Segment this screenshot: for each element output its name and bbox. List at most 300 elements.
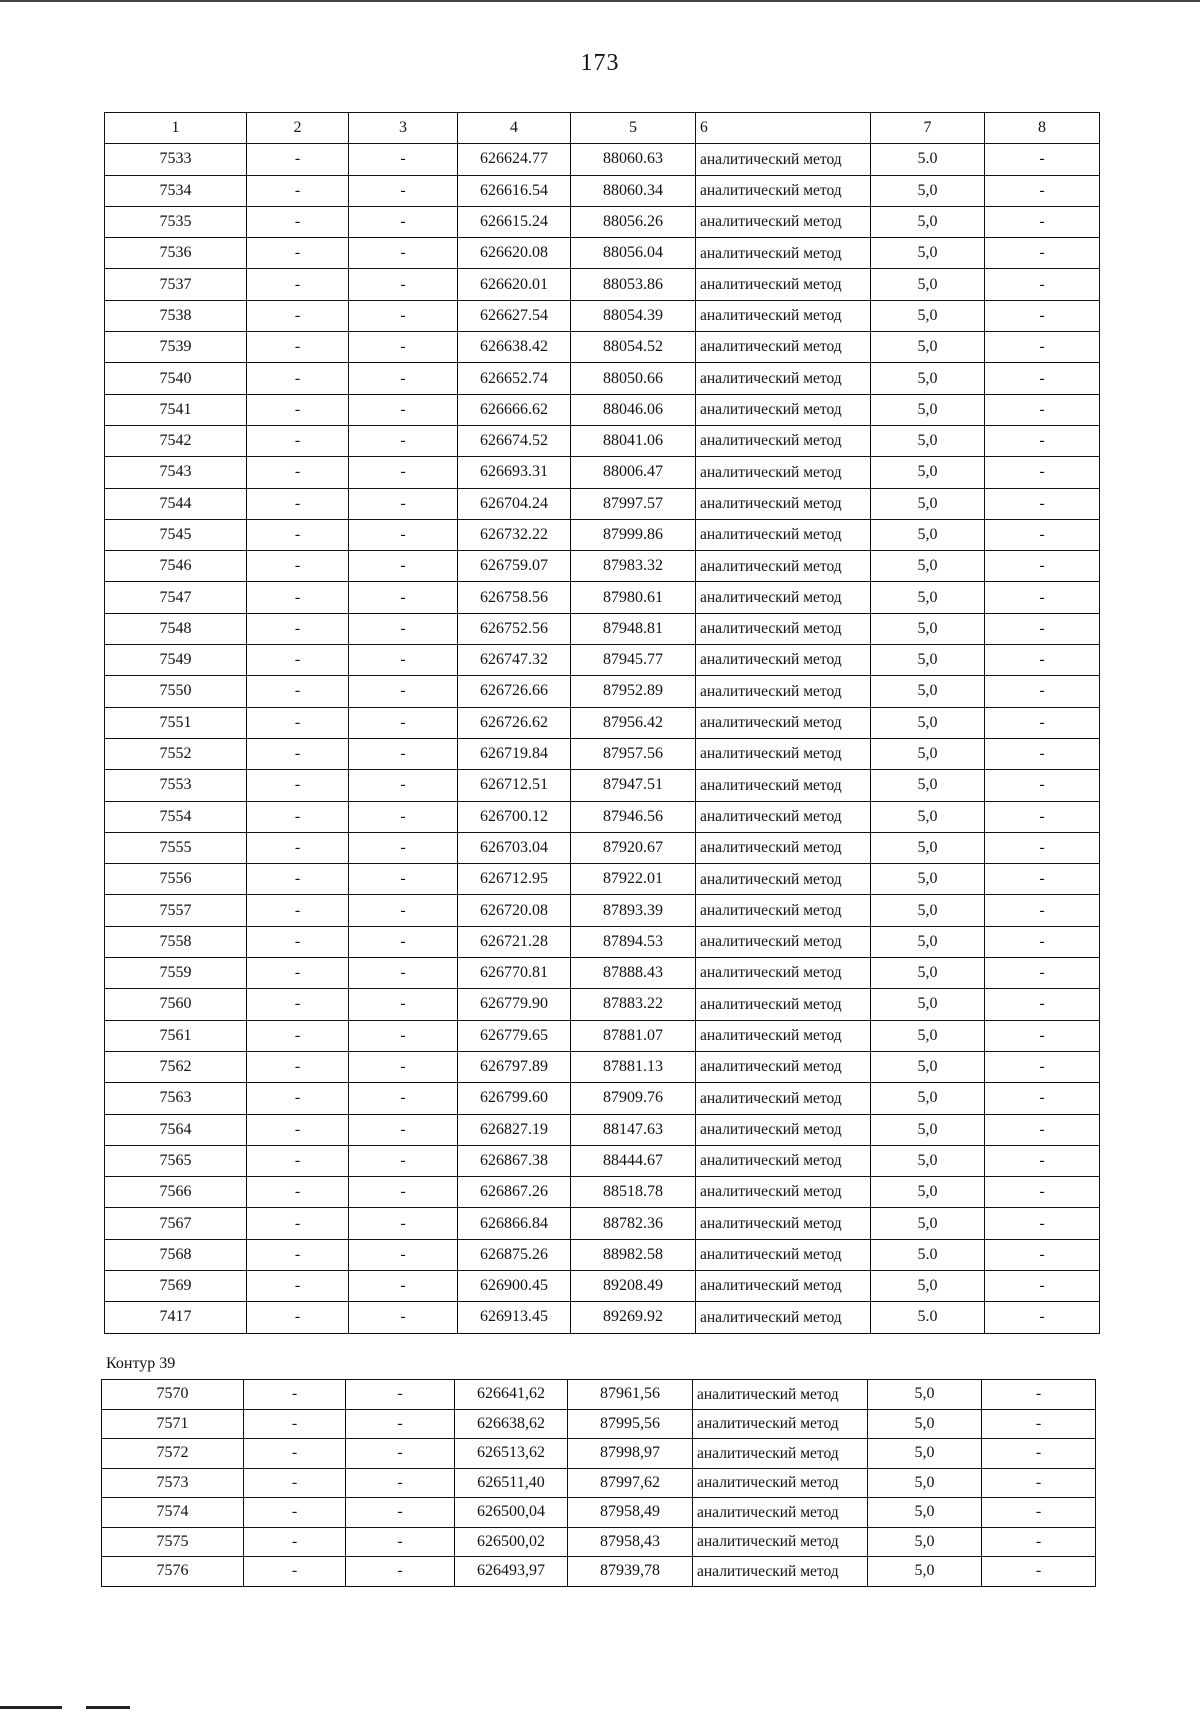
cell-col-7: 5,0 (871, 1083, 985, 1114)
cell-col-6: аналитический метод (696, 676, 871, 707)
cell-col-5: 88982.58 (571, 1239, 696, 1270)
cell-col-7: 5.0 (871, 1302, 985, 1333)
cell-col-8: - (985, 488, 1100, 519)
cell-col-2: - (244, 1409, 346, 1439)
cell-col-3: - (346, 1527, 455, 1557)
cell-col-8: - (985, 551, 1100, 582)
cell-col-7: 5,0 (871, 770, 985, 801)
table-row (105, 613, 1100, 644)
cell-col-2: - (247, 1239, 349, 1270)
cell-col-2: - (247, 1114, 349, 1145)
cell-col-7: 5,0 (871, 332, 985, 363)
cell-col-5: 87958,43 (568, 1527, 693, 1557)
cell-col-6: аналитический метод (696, 926, 871, 957)
cell-col-3: - (349, 770, 458, 801)
cell-col-7: 5,0 (871, 1051, 985, 1082)
cell-col-2: - (247, 488, 349, 519)
cell-col-3: - (349, 238, 458, 269)
cell-col-5: 87997.57 (571, 488, 696, 519)
cell-col-5: 89208.49 (571, 1270, 696, 1301)
table-row (105, 801, 1100, 832)
cell-col-1: 7557 (105, 895, 247, 926)
cell-col-4: 626511,40 (455, 1468, 568, 1498)
cell-col-8: - (985, 1239, 1100, 1270)
cell-col-1: 7541 (105, 394, 247, 425)
cell-col-1: 7538 (105, 300, 247, 331)
cell-col-4: 626638,62 (455, 1409, 568, 1439)
cell-col-2: - (244, 1557, 346, 1587)
cell-col-1: 7565 (105, 1145, 247, 1176)
cell-col-2: - (247, 1270, 349, 1301)
table-row (105, 300, 1100, 331)
cell-col-7: 5,0 (868, 1380, 982, 1410)
cell-col-1: 1 (105, 113, 247, 144)
cell-col-4: 626797.89 (458, 1051, 571, 1082)
cell-col-2: - (247, 144, 349, 175)
cell-col-5: 87980.61 (571, 582, 696, 613)
cell-col-7: 5.0 (871, 1239, 985, 1270)
cell-col-4: 626627.54 (458, 300, 571, 331)
cell-col-1: 7548 (105, 613, 247, 644)
cell-col-1: 7559 (105, 958, 247, 989)
cell-col-2: - (247, 457, 349, 488)
cell-col-5: 87983.32 (571, 551, 696, 582)
cell-col-3: - (349, 175, 458, 206)
cell-col-6: аналитический метод (693, 1380, 868, 1410)
cell-col-5: 87947.51 (571, 770, 696, 801)
cell-col-4: 626616.54 (458, 175, 571, 206)
cell-col-5: 87883.22 (571, 989, 696, 1020)
cell-col-3: - (349, 1239, 458, 1270)
cell-col-1: 7543 (105, 457, 247, 488)
cell-col-5: 88053.86 (571, 269, 696, 300)
cell-col-1: 7534 (105, 175, 247, 206)
cell-col-4: 626620.01 (458, 269, 571, 300)
cell-col-8: - (985, 801, 1100, 832)
cell-col-7: 5,0 (871, 363, 985, 394)
cell-col-8: - (982, 1468, 1096, 1498)
cell-col-7: 5,0 (871, 269, 985, 300)
scan-edge-line (0, 0, 1200, 2)
cell-col-6: аналитический метод (696, 1020, 871, 1051)
cell-col-1: 7570 (102, 1380, 244, 1410)
cell-col-6: 6 (696, 113, 871, 144)
cell-col-7: 5,0 (871, 519, 985, 550)
cell-col-7: 5,0 (871, 206, 985, 237)
cell-col-6: аналитический метод (696, 394, 871, 425)
cell-col-6: аналитический метод (696, 551, 871, 582)
cell-col-6: аналитический метод (696, 238, 871, 269)
cell-col-3: - (349, 864, 458, 895)
cell-col-8: - (985, 613, 1100, 644)
cell-col-4: 626666.62 (458, 394, 571, 425)
cell-col-3: - (349, 738, 458, 769)
cell-col-8: - (982, 1409, 1096, 1439)
cell-col-2: - (244, 1439, 346, 1469)
table-row (102, 1527, 1096, 1557)
cell-col-4: 626759.07 (458, 551, 571, 582)
cell-col-2: - (244, 1527, 346, 1557)
cell-col-4: 626700.12 (458, 801, 571, 832)
contour-39-table (101, 1379, 1096, 1587)
cell-col-2: - (247, 738, 349, 769)
cell-col-1: 7535 (105, 206, 247, 237)
cell-col-4: 626674.52 (458, 425, 571, 456)
cell-col-2: - (247, 1145, 349, 1176)
cell-col-4: 626703.04 (458, 832, 571, 863)
cell-col-5: 88054.39 (571, 300, 696, 331)
cell-col-8: - (985, 425, 1100, 456)
table-row (105, 1020, 1100, 1051)
table-row (105, 864, 1100, 895)
cell-col-1: 7554 (105, 801, 247, 832)
cell-col-6: аналитический метод (696, 175, 871, 206)
cell-col-8: - (985, 832, 1100, 863)
cell-col-4: 626726.62 (458, 707, 571, 738)
cell-col-6: аналитический метод (693, 1498, 868, 1528)
cell-col-8: - (982, 1439, 1096, 1469)
cell-col-4: 626758.56 (458, 582, 571, 613)
cell-col-2: - (244, 1498, 346, 1528)
cell-col-4: 626867.26 (458, 1177, 571, 1208)
cell-col-7: 5,0 (871, 832, 985, 863)
cell-col-4: 626704.24 (458, 488, 571, 519)
cell-col-8: - (982, 1380, 1096, 1410)
cell-col-3: - (349, 551, 458, 582)
cell-col-3: - (349, 1177, 458, 1208)
cell-col-8: - (985, 738, 1100, 769)
cell-col-6: аналитический метод (693, 1527, 868, 1557)
cell-col-7: 5,0 (871, 1270, 985, 1301)
cell-col-2: - (247, 895, 349, 926)
cell-col-8: - (985, 1208, 1100, 1239)
table-row (105, 738, 1100, 769)
cell-col-6: аналитический метод (696, 613, 871, 644)
cell-col-2: - (247, 801, 349, 832)
cell-col-8: - (982, 1557, 1096, 1587)
cell-col-2: - (247, 864, 349, 895)
cell-col-3: - (349, 363, 458, 394)
cell-col-8: - (985, 1302, 1100, 1333)
cell-col-1: 7550 (105, 676, 247, 707)
cell-col-3: - (346, 1468, 455, 1498)
cell-col-4: 626693.31 (458, 457, 571, 488)
cell-col-7: 5,0 (868, 1439, 982, 1469)
table-row (105, 1051, 1100, 1082)
cell-col-7: 5,0 (871, 551, 985, 582)
cell-col-6: аналитический метод (693, 1409, 868, 1439)
cell-col-7: 5,0 (871, 613, 985, 644)
cell-col-4: 626866.84 (458, 1208, 571, 1239)
cell-col-1: 7544 (105, 488, 247, 519)
table-row (105, 238, 1100, 269)
cell-col-4: 626712.95 (458, 864, 571, 895)
cell-col-7: 5,0 (871, 1114, 985, 1145)
cell-col-2: - (247, 519, 349, 550)
cell-col-8: - (985, 1020, 1100, 1051)
cell-col-8: - (985, 958, 1100, 989)
cell-col-6: аналитический метод (693, 1468, 868, 1498)
table-row (105, 707, 1100, 738)
cell-col-8: - (985, 1114, 1100, 1145)
cell-col-6: аналитический метод (693, 1439, 868, 1469)
table-row (105, 770, 1100, 801)
cell-col-3: - (349, 488, 458, 519)
cell-col-8: - (985, 645, 1100, 676)
cell-col-3: - (349, 269, 458, 300)
cell-col-4: 626875.26 (458, 1239, 571, 1270)
cell-col-4: 626721.28 (458, 926, 571, 957)
cell-col-6: аналитический метод (696, 645, 871, 676)
cell-col-2: - (247, 1020, 349, 1051)
cell-col-3: - (349, 206, 458, 237)
cell-col-8: - (985, 394, 1100, 425)
cell-col-6: аналитический метод (696, 958, 871, 989)
cell-col-6: аналитический метод (696, 1051, 871, 1082)
table-row (105, 363, 1100, 394)
cell-col-2: - (244, 1380, 346, 1410)
cell-col-8: - (985, 1145, 1100, 1176)
cell-col-5: 87946.56 (571, 801, 696, 832)
cell-col-2: - (247, 926, 349, 957)
cell-col-3: - (349, 1083, 458, 1114)
cell-col-3: - (349, 300, 458, 331)
cell-col-2: - (247, 206, 349, 237)
cell-col-4: 626867.38 (458, 1145, 571, 1176)
cell-col-8: - (985, 926, 1100, 957)
cell-col-6: аналитический метод (696, 1270, 871, 1301)
cell-col-8: - (985, 175, 1100, 206)
cell-col-7: 5,0 (871, 425, 985, 456)
cell-col-7: 5,0 (871, 989, 985, 1020)
cell-col-1: 7537 (105, 269, 247, 300)
cell-col-7: 5,0 (871, 645, 985, 676)
cell-col-2: - (247, 300, 349, 331)
cell-col-5: 87922.01 (571, 864, 696, 895)
cell-col-4: 626719.84 (458, 738, 571, 769)
cell-col-2: - (247, 676, 349, 707)
cell-col-1: 7562 (105, 1051, 247, 1082)
cell-col-1: 7569 (105, 1270, 247, 1301)
cell-col-6: аналитический метод (696, 1177, 871, 1208)
cell-col-3: - (346, 1380, 455, 1410)
table-row (105, 926, 1100, 957)
table-row (105, 832, 1100, 863)
cell-col-7: 5,0 (871, 1208, 985, 1239)
scan-mark (0, 1706, 62, 1709)
cell-col-7: 5,0 (871, 300, 985, 331)
cell-col-1: 7547 (105, 582, 247, 613)
cell-col-4: 626720.08 (458, 895, 571, 926)
cell-col-6: аналитический метод (696, 582, 871, 613)
table-row (105, 1239, 1100, 1270)
cell-col-7: 5,0 (871, 1145, 985, 1176)
cell-col-2: - (247, 363, 349, 394)
cell-col-4: 626752.56 (458, 613, 571, 644)
cell-col-4: 626827.19 (458, 1114, 571, 1145)
cell-col-2: - (247, 394, 349, 425)
cell-col-3: - (346, 1409, 455, 1439)
cell-col-2: - (247, 707, 349, 738)
cell-col-6: аналитический метод (696, 300, 871, 331)
cell-col-3: - (346, 1439, 455, 1469)
cell-col-2: - (247, 770, 349, 801)
cell-col-8: - (985, 300, 1100, 331)
cell-col-2: 2 (247, 113, 349, 144)
cell-col-6: аналитический метод (696, 1083, 871, 1114)
cell-col-5: 88041.06 (571, 425, 696, 456)
cell-col-6: аналитический метод (696, 488, 871, 519)
cell-col-8: - (985, 332, 1100, 363)
cell-col-3: - (349, 895, 458, 926)
cell-col-5: 87957.56 (571, 738, 696, 769)
cell-col-6: аналитический метод (696, 864, 871, 895)
cell-col-1: 7573 (102, 1468, 244, 1498)
cell-col-7: 7 (871, 113, 985, 144)
cell-col-3: - (349, 1270, 458, 1301)
cell-col-5: 87881.13 (571, 1051, 696, 1082)
cell-col-3: - (349, 519, 458, 550)
cell-col-6: аналитический метод (696, 332, 871, 363)
table-row (102, 1498, 1096, 1528)
cell-col-5: 87945.77 (571, 645, 696, 676)
cell-col-3: - (349, 707, 458, 738)
cell-col-3: - (349, 1051, 458, 1082)
cell-col-7: 5,0 (871, 488, 985, 519)
table-row (105, 519, 1100, 550)
cell-col-8: - (985, 770, 1100, 801)
cell-col-2: - (247, 989, 349, 1020)
cell-col-5: 88006.47 (571, 457, 696, 488)
cell-col-5: 87881.07 (571, 1020, 696, 1051)
cell-col-6: аналитический метод (696, 1145, 871, 1176)
cell-col-1: 7542 (105, 425, 247, 456)
cell-col-4: 626513,62 (455, 1439, 568, 1469)
cell-col-3: - (349, 457, 458, 488)
cell-col-2: - (247, 551, 349, 582)
table-row (105, 425, 1100, 456)
table-row (105, 551, 1100, 582)
cell-col-6: аналитический метод (696, 801, 871, 832)
cell-col-1: 7551 (105, 707, 247, 738)
cell-col-3: - (349, 676, 458, 707)
cell-col-4: 626913.45 (458, 1302, 571, 1333)
cell-col-7: 5,0 (871, 1020, 985, 1051)
cell-col-8: - (985, 864, 1100, 895)
cell-col-3: - (349, 1208, 458, 1239)
cell-col-6: аналитический метод (696, 832, 871, 863)
cell-col-4: 626770.81 (458, 958, 571, 989)
cell-col-3: - (349, 613, 458, 644)
table-row (105, 895, 1100, 926)
cell-col-8: - (985, 519, 1100, 550)
cell-col-2: - (247, 645, 349, 676)
cell-col-5: 87961,56 (568, 1380, 693, 1410)
cell-col-2: - (247, 425, 349, 456)
cell-col-8: - (985, 676, 1100, 707)
cell-col-7: 5,0 (871, 676, 985, 707)
cell-col-7: 5,0 (871, 958, 985, 989)
cell-col-4: 626779.65 (458, 1020, 571, 1051)
cell-col-5: 87995,56 (568, 1409, 693, 1439)
cell-col-4: 626799.60 (458, 1083, 571, 1114)
cell-col-7: 5,0 (871, 895, 985, 926)
contour-label: Контур 39 (106, 1355, 176, 1372)
cell-col-5: 88056.26 (571, 206, 696, 237)
cell-col-1: 7567 (105, 1208, 247, 1239)
cell-col-1: 7575 (102, 1527, 244, 1557)
cell-col-4: 4 (458, 113, 571, 144)
table-row (102, 1439, 1096, 1469)
cell-col-4: 626652.74 (458, 363, 571, 394)
cell-col-7: 5,0 (871, 394, 985, 425)
cell-col-3: - (349, 332, 458, 363)
cell-col-3: - (349, 645, 458, 676)
table-row (105, 175, 1100, 206)
cell-col-1: 7417 (105, 1302, 247, 1333)
coordinates-table (104, 112, 1100, 1334)
cell-col-3: - (349, 989, 458, 1020)
cell-col-8: - (985, 707, 1100, 738)
cell-col-5: 88782.36 (571, 1208, 696, 1239)
cell-col-5: 88054.52 (571, 332, 696, 363)
table-row (105, 1302, 1100, 1333)
cell-col-7: 5.0 (871, 144, 985, 175)
cell-col-3: - (349, 425, 458, 456)
cell-col-1: 7540 (105, 363, 247, 394)
cell-col-1: 7533 (105, 144, 247, 175)
cell-col-5: 87894.53 (571, 926, 696, 957)
cell-col-6: аналитический метод (696, 425, 871, 456)
table-row (102, 1380, 1096, 1410)
cell-col-8: - (985, 989, 1100, 1020)
cell-col-5: 88060.63 (571, 144, 696, 175)
cell-col-3: 3 (349, 113, 458, 144)
cell-col-8: - (985, 238, 1100, 269)
cell-col-1: 7566 (105, 1177, 247, 1208)
table-row (102, 1409, 1096, 1439)
cell-col-6: аналитический метод (696, 519, 871, 550)
cell-col-6: аналитический метод (696, 707, 871, 738)
cell-col-5: 89269.92 (571, 1302, 696, 1333)
cell-col-2: - (247, 1302, 349, 1333)
table-row (105, 1270, 1100, 1301)
cell-col-1: 7545 (105, 519, 247, 550)
cell-col-2: - (244, 1468, 346, 1498)
cell-col-7: 5,0 (871, 457, 985, 488)
cell-col-5: 88050.66 (571, 363, 696, 394)
table-row (105, 958, 1100, 989)
cell-col-2: - (247, 1208, 349, 1239)
cell-col-7: 5,0 (871, 801, 985, 832)
cell-col-8: - (985, 1083, 1100, 1114)
cell-col-5: 87952.89 (571, 676, 696, 707)
cell-col-3: - (349, 1145, 458, 1176)
table-row (105, 1145, 1100, 1176)
cell-col-7: 5,0 (871, 1177, 985, 1208)
cell-col-5: 87956.42 (571, 707, 696, 738)
cell-col-4: 626620.08 (458, 238, 571, 269)
cell-col-8: - (985, 144, 1100, 175)
header-row (105, 113, 1100, 144)
table-row (105, 1114, 1100, 1145)
table-row (105, 989, 1100, 1020)
cell-col-5: 87939,78 (568, 1557, 693, 1587)
cell-col-7: 5,0 (868, 1557, 982, 1587)
cell-col-6: аналитический метод (696, 457, 871, 488)
cell-col-1: 7555 (105, 832, 247, 863)
cell-col-8: - (985, 582, 1100, 613)
